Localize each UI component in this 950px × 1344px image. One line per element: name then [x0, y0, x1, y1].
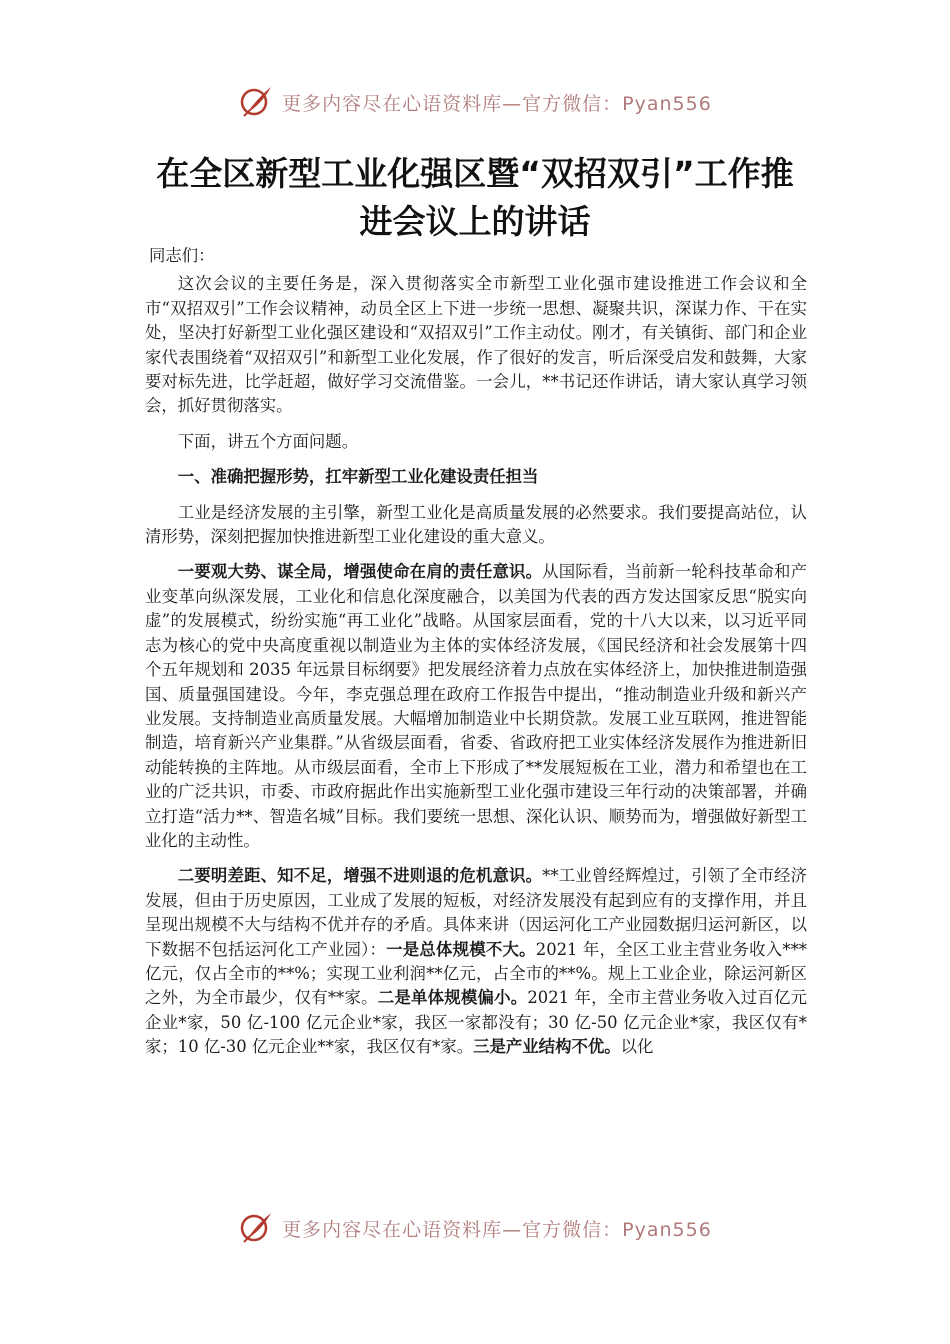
transition-paragraph: 下面，讲五个方面问题。 [177, 431, 359, 451]
watermark-banner-bottom [0, 1208, 950, 1248]
section1-intro-paragraph: 工业是经济发展的主引擎，新型工业化是高质量发展的必然要求。我们要提高站位，认清形势，深刻把握加快推进新型工业化建设的重大意义。 [145, 502, 807, 547]
point1-paragraph [145, 560, 807, 853]
point2-sub1-body: 2021 年，全区工业主营业务收入***亿元，仅占全市的**%；实现工业利润**亿元，占全市的**%。规上工业企业，除运河新区之外，为全市最少，仅有**家。 [145, 939, 807, 1008]
point2-sub2-lead: 二是单体规模偏小。 [377, 988, 528, 1008]
section-heading-1: 一、准确把握形势，扛牢新型工业化建设责任担当 [177, 467, 539, 487]
point2-paragraph [145, 864, 807, 1059]
point2-body-a: **工业曾经辉煌过，引领了全市经济发展，但由于历史原因，工业成了发展的短板，对经济发展没有起到应有的支撑作用，并且呈现出规模不大与结构不优并存的矛盾。具体来讲（因运河化工产业园数据归运河新区，以下数据不包括运河化工产业园）： [145, 866, 807, 959]
point2-sub3-lead: 三是产业结构不优。 [473, 1037, 621, 1057]
feather-pen-icon [238, 84, 274, 120]
watermark-banner-top [0, 82, 950, 122]
point1-lead: 一要观大势、谋全局，增强使命在肩的责任意识。 [177, 562, 543, 582]
document-title: 在全区新型工业化强区暨“双招双引”工作推进会议上的讲话 [156, 154, 794, 241]
point2-sub3-body: 以化 [620, 1037, 654, 1057]
document-body [145, 244, 807, 1071]
intro-paragraph: 这次会议的主要任务是，深入贯彻落实全市新型工业化强市建设推进工作会议和全市“双招双引”工作会议精神，动员全区上下进一步统一思想、凝聚共识，深谋力作、干在实处，坚决打好新型工业化强区建设和“双招双引”工作主动仗。刚才，有关镇街、部门和企业家代表围绕着“双招双引”和新型工业化发展，作了很好的发言，听后深受启发和鼓舞，大家要对标先进，比学赶超，做好学习交流借鉴。一会儿，**书记还作讲话，请大家认真学习领会，抓好贯彻落实。 [145, 274, 807, 416]
point2-lead: 二要明差距、知不足，增强不进则退的危机意识。 [177, 866, 543, 886]
point1-body: 从国际看，当前新一轮科技革命和产业变革向纵深发展，工业化和信息化深度融合，以美国为代表的西方发达国家反思“脱实向虚”的发展模式，纷纷实施“再工业化”战略。从国家层面看，党的十八大以来，以习近平同志为核心的党中央高度重视以制造业为主体的实体经济发展，《国民经济和社会发展第十四个五年规划和 2035 年远景目标纲要》把发展经济着力点放在实体经济上，加快推进制造强国、质量强国建设。今年，李克强总理在政府工作报告中提出，“推动制造业升级和新兴产业发展。支持制造业高质量发展。大幅增加制造业中长期贷款。发展工业互联网，推进智能制造，培育新兴产业集群。”从省级层面看，省委、省政府把工业实体经济发展作为推进新旧动能转换的主阵地。从市级层面看，全市上下形成了**发展短板在工业，潜力和希望也在工业的广泛共识，市委、市政府据此作出实施新型工业化强市建设三年行动的决策部署，并确立打造“活力**、智造名城”目标。我们要统一思想、深化认识、顺势而为，增强做好新型工业化的主动性。 [145, 562, 807, 850]
salutation: 同志们： [149, 246, 215, 265]
feather-pen-icon [238, 1210, 274, 1246]
watermark-text: 更多内容尽在心语资料库—官方微信：Pyan556 [282, 92, 712, 115]
point2-sub2-body: 2021 年，全市主营业务收入过百亿元企业*家，50 亿-100 亿元企业*家，我区一家都没有；30 亿-50 亿元企业*家，我区仅有*家；10 亿-30 亿元企业**家，我区仅有*家。 [145, 988, 807, 1057]
watermark-text: 更多内容尽在心语资料库—官方微信：Pyan556 [282, 1218, 712, 1241]
point2-sub1-lead: 一是总体规模不大。 [386, 939, 536, 959]
